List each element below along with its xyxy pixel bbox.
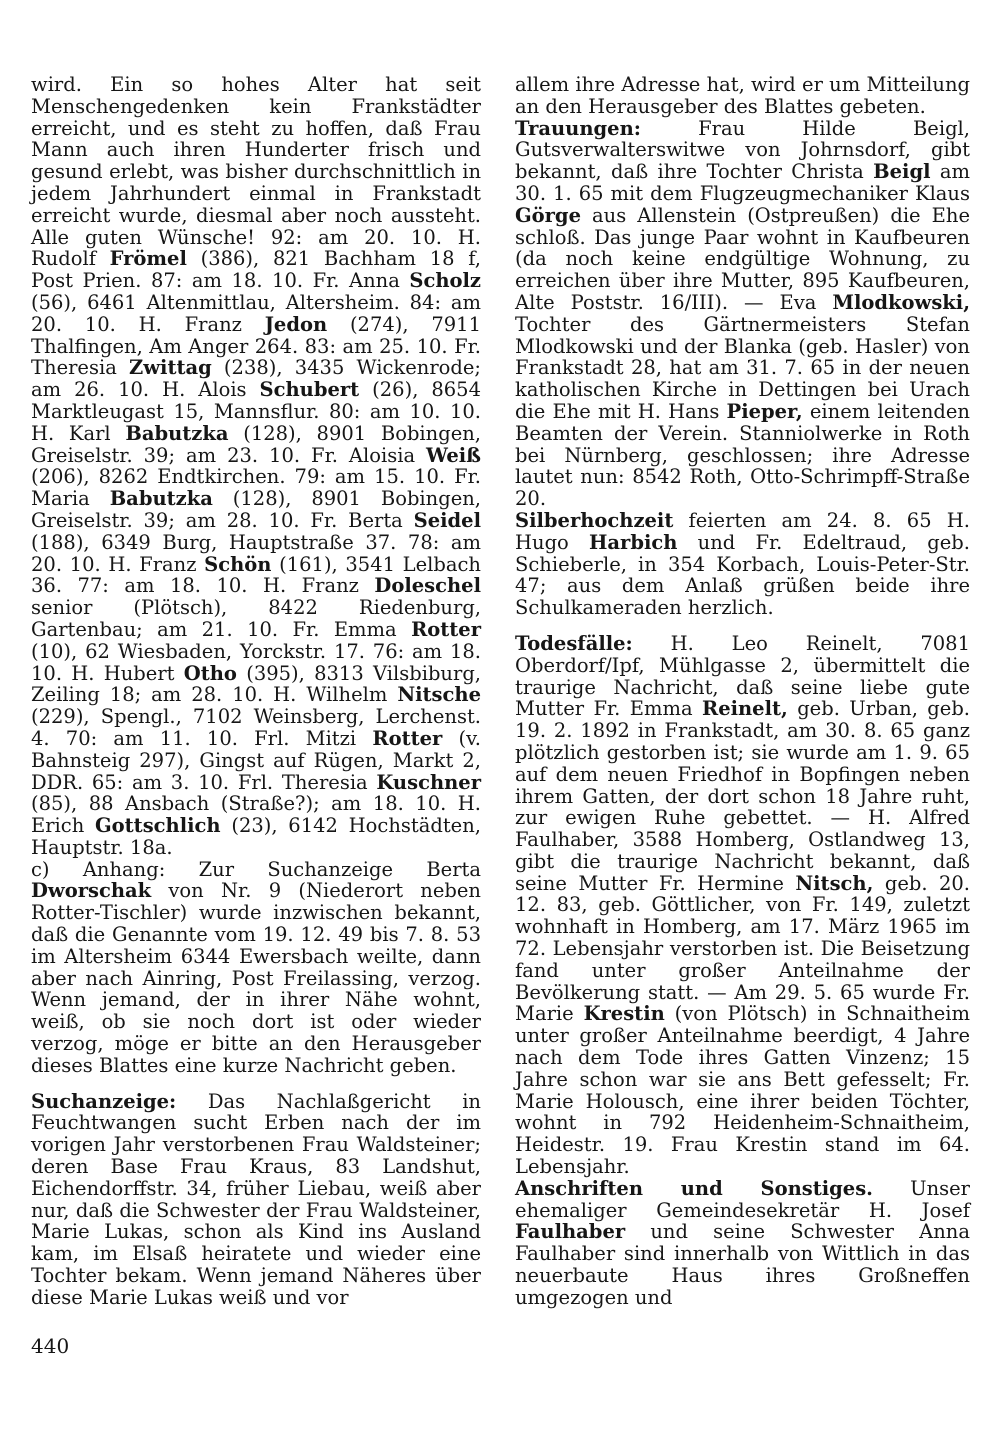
bold-name: Kuschner bbox=[376, 770, 481, 794]
bold-name: Jedon bbox=[264, 312, 328, 336]
bold-name: Anschriften und Sonstiges. bbox=[515, 1176, 873, 1200]
text-run: Das Nachlaßgericht in Feuchtwangen sucht Erben nach der im vorigen Jahr verstorbenen Frau Waldsteiner; deren Base Frau Kraus, 83 Landshut, Eichendorffstr. 34, früher Liebau, weiß aber nur, daß die Schwester der Frau Waldsteiner, Marie Lukas, schon als Kind ins Ausland kam, im Elsaß heiratete und wieder eine Tochter bekam. Wenn jemand Näheres über diese Marie Lukas weiß und vor bbox=[31, 1089, 481, 1309]
left-column bbox=[31, 74, 481, 1309]
text-run: (56), 6461 Altenmittlau, Altersheim. 84: am 20. 10. H. Franz bbox=[31, 290, 481, 336]
right-paragraph bbox=[515, 633, 970, 1178]
left-paragraph bbox=[31, 859, 481, 1077]
text-run: (128), 8901 Bobingen, Greiselstr. 39; am 28. 10. Fr. Berta bbox=[31, 487, 481, 532]
bold-name: Nitsche bbox=[397, 683, 481, 707]
bold-name: Gottschlich bbox=[95, 814, 221, 838]
text-run: von Nr. 9 (Niederort neben Rotter-Tischler) wurde inzwischen bekannt, daß die Genannte vom 19. 12. 49 bis 7. 8. 53 im Altersheim 6344 Ewersbach weilte, dann aber nach Ainring, Post Freilassing, verzog. Wenn jemand, der in ihrer Nähe wohnt, weiß, ob sie noch dort ist oder wieder verzog, möge er bitte an den Herausgeber dieses Blattes eine kurze Nachricht geben. bbox=[31, 879, 481, 1077]
text-run: c) Anhang: Zur Suchanzeige Berta bbox=[31, 857, 481, 881]
text-run: (161), 3541 Lelbach 36. 77: am 18. 10. H. Franz bbox=[31, 552, 481, 598]
text-run: (395), 8313 Vilsbiburg, Zeiling 18; am 28. 10. H. Wilhelm bbox=[31, 661, 481, 707]
text-run: (188), 6349 Burg, Hauptstraße 37. 78: am 20. 10. H. Franz bbox=[31, 530, 481, 576]
left-paragraph bbox=[31, 1091, 481, 1309]
bold-name: Scholz bbox=[409, 269, 481, 293]
text-run: (23), 6142 Hochstädten, Hauptstr. 18a. bbox=[31, 814, 481, 859]
text-run: (229), Spengl., 7102 Weinsberg, Lerchenst. 4. 70: am 11. 10. Frl. Mitzi bbox=[31, 705, 481, 750]
bold-name: Görge bbox=[515, 203, 581, 227]
bold-name: Nitsch, bbox=[795, 871, 874, 895]
bold-name: Pieper, bbox=[726, 399, 803, 423]
text-run: am 30. 1. 65 mit dem Flugzeugmechaniker Klaus bbox=[515, 160, 970, 205]
right-paragraph bbox=[515, 510, 970, 619]
text-run: und Fr. Edeltraud, geb. Schieberle, in 354 Korbach, Louis-Peter-Str. 47; aus dem Anlaß grüßen beide ihre Schulkameraden herzlich. bbox=[515, 530, 970, 620]
text-run: feierten am 24. 8. 65 H. Hugo bbox=[515, 508, 970, 554]
bold-name: Harbich bbox=[589, 530, 678, 554]
right-paragraph bbox=[515, 118, 970, 510]
text-run: allem ihre Adresse hat, wird er um Mitteilung an den Herausgeber des Blattes gebeten. bbox=[515, 73, 970, 118]
bold-name: Zwittag bbox=[129, 356, 212, 380]
text-run: geb. 20. 12. 83, geb. Göttlicher, von Fr. 149, zuletzt wohnhaft in Homberg, am 17. März 1965 im 72. Lebensjahr verstorben ist. Die Beisetzung fand unter großer Anteilnahme der Bevölkerung statt. — Am 29. 5. 65 wurde Fr. Marie bbox=[515, 871, 970, 1026]
bold-name: Seidel bbox=[413, 508, 481, 532]
text-run: (von Plötsch) in Schnaitheim unter großer Anteilnahme beerdigt, 4 Jahre nach dem Tode ihres Gatten Vinzenz; 15 Jahre schon war sie ans Bett gefesselt; Fr. Marie Holousch, eine ihrer beiden Töchter, wohnt in 792 Heidenheim-Schnaitheim, Heidestr. 19. Frau Krestin stand im 64. Lebensjahr. bbox=[515, 1002, 970, 1179]
bold-name: Frömel bbox=[109, 247, 187, 271]
text-run: (238), 3435 Wickenrode; am 26. 10. H. Alois bbox=[31, 356, 481, 402]
text-run: (v. Bahnsteig 297), Gingst auf Rügen, Markt 2, DDR. 65: am 3. 10. Frl. Theresia bbox=[31, 726, 481, 794]
text-run: (26), 8654 Marktleugast 15, Mannsflur. 80: am 10. 10. H. Karl bbox=[31, 378, 481, 445]
text-run: (128), 8901 Bobingen, Greiselstr. 39; am 23. 10. Fr. Aloisia bbox=[31, 421, 481, 467]
bold-name: Weiß bbox=[426, 443, 481, 467]
text-run: wird. Ein so hohes Alter hat seit Menschengedenken kein Frankstädter erreicht, und es steht zu hoffen, daß Frau Mann auch ihren Hunderter frisch und gesund erlebt, was bisher durchschnittlich in jedem Jahrhundert einmal in Frankstadt erreicht wurde, diesmal aber noch aussteht. Alle guten Wünsche! 92: am 20. 10. H. Rudolf bbox=[31, 73, 481, 271]
right-paragraph bbox=[515, 74, 970, 118]
text-run: aus Allenstein (Ostpreußen) die Ehe schloß. Das junge Paar wohnt in Kaufbeuren (da noch keine endgültige Wohnung, zu erreichen über ihre Mutter, 895 Kaufbeuren, Alte Poststr. 16/III). — Eva bbox=[515, 203, 970, 314]
bold-name: Todesfälle: bbox=[515, 631, 633, 655]
left-paragraph bbox=[31, 74, 481, 859]
bold-name: Dworschak bbox=[31, 879, 152, 903]
text-run: Frau Hilde Beigl, Gutsverwalterswitwe von Johrnsdorf, gibt bekannt, daß ihre Tochter Christa bbox=[515, 116, 970, 184]
text-run: (274), 7911 Thalfingen, Am Anger 264. 83: am 25. 10. Fr. Theresia bbox=[31, 312, 481, 380]
bold-name: Babutzka bbox=[109, 487, 213, 511]
page-number: 440 bbox=[31, 1334, 70, 1358]
text-run: (206), 8262 Endtkirchen. 79: am 15. 10. Fr. Maria bbox=[31, 465, 481, 511]
bold-name: Krestin bbox=[583, 1002, 665, 1026]
bold-name: Rotter bbox=[372, 726, 443, 750]
text-run: geb. Urban, geb. 19. 2. 1892 in Frankstadt, am 30. 8. 65 ganz plötzlich gestorben ist; sie wurde am 1. 9. 65 auf dem neuen Friedhof in Bopfingen neben ihrem Gatten, der dort schon 18 Jahre ruht, zur ewigen Ruhe gebettet. — H. Alfred Faulhaber, 3588 Homberg, Ostlandweg 13, gibt die traurige Nachricht bekannt, daß seine Mutter Fr. Hermine bbox=[515, 697, 970, 895]
text-run: (85), 88 Ansbach (Straße?); am 18. 10. H. Erich bbox=[31, 792, 481, 838]
bold-name: Babutzka bbox=[125, 421, 229, 445]
bold-name: Suchanzeige: bbox=[31, 1089, 177, 1113]
text-run: einem leitenden Beamten der Verein. Stanniolwerke in Roth bei Nürnberg, geschlossen; ihre Adresse lautet nun: 8542 Roth, Otto-Schrimpff-Straße 20. bbox=[515, 399, 970, 511]
text-run: senior (Plötsch), 8422 Riedenburg, Gartenbau; am 21. 10. Fr. Emma bbox=[31, 596, 481, 641]
bold-name: Trauungen: bbox=[515, 116, 641, 140]
text-run: und seine Schwester Anna Faulhaber sind innerhalb von Wittlich in das neuerbaute Haus ihres Großneffen umgezogen und bbox=[515, 1220, 970, 1309]
bold-name: Reinelt, bbox=[701, 697, 788, 721]
bold-name: Doleschel bbox=[374, 574, 481, 598]
bold-name: Mlodkowski, bbox=[832, 290, 970, 314]
bold-name: Otho bbox=[183, 661, 237, 685]
bold-name: Faulhaber bbox=[515, 1220, 626, 1244]
bold-name: Schubert bbox=[259, 378, 360, 402]
bold-name: Schön bbox=[204, 552, 272, 576]
bold-name: Beigl bbox=[873, 160, 931, 184]
text-run: (10), 62 Wiesbaden, Yorckstr. 17. 76: am 18. 10. H. Hubert bbox=[31, 639, 481, 685]
bold-name: Silberhochzeit bbox=[515, 508, 674, 532]
text-run: (386), 821 Bachham 18 f, Post Prien. 87: am 18. 10. Fr. Anna bbox=[31, 247, 481, 293]
right-paragraph bbox=[515, 1178, 970, 1309]
text-run: H. Leo Reinelt, 7081 Oberdorf/Ipf, Mühlgasse 2, übermittelt die traurige Nachricht, daß seine liebe gute Mutter Fr. Emma bbox=[515, 631, 970, 721]
text-run: Tochter des Gärtnermeisters Stefan Mlodkowski und der Blanka (geb. Hasler) von Frankstadt 28, hat am 31. 7. 65 in der neuen katholischen Kirche in Dettingen bei Urach die Ehe mit H. Hans bbox=[515, 312, 970, 423]
text-run: Unser ehemaliger Gemeindesekretär H. Josef bbox=[515, 1176, 970, 1222]
right-column bbox=[515, 74, 970, 1309]
bold-name: Rotter bbox=[411, 617, 481, 641]
